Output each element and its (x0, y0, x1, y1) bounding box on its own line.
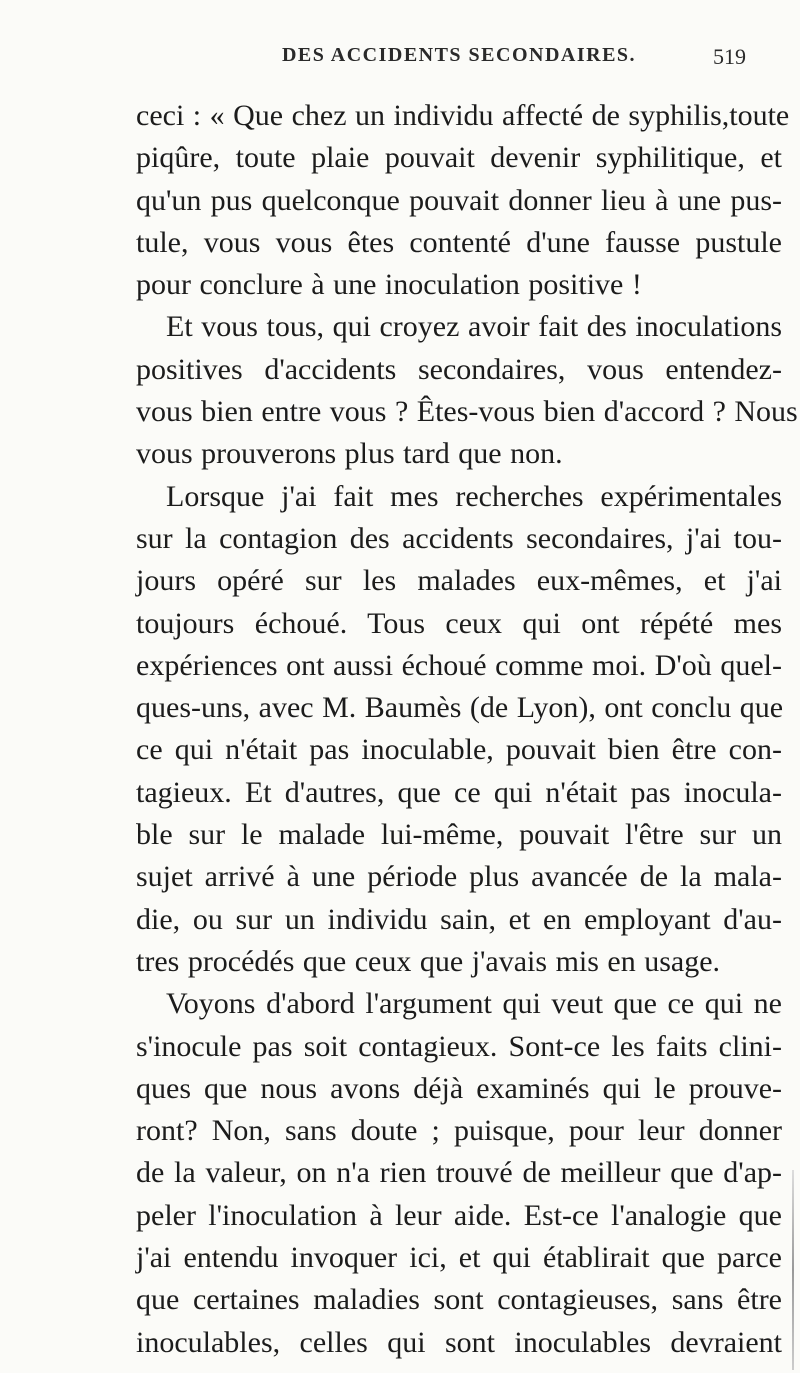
text-line: Lorsque j'ai fait mes recherches expérimentales (166, 479, 782, 513)
text-line: Et vous tous, qui croyez avoir fait des inoculations (166, 310, 782, 344)
text-line: vous prouverons plus tard que non. (136, 437, 563, 471)
text-line: de la valeur, on n'a rien trouvé de meilleur que d'ap- (136, 1156, 782, 1190)
text-line: ront? Non, sans doute ; puisque, pour leur donner (136, 1114, 782, 1148)
text-line: sujet arrivé à une période plus avancée de la mala- (136, 860, 782, 894)
text-line: ques que nous avons déjà examinés qui le prouve- (136, 1071, 782, 1105)
text-line: ques-uns, avec M. Baumès (de Lyon), ont conclu que (136, 691, 784, 725)
page-number: 519 (713, 44, 746, 69)
text-line: expériences ont aussi échoué comme moi. D'où quel- (136, 648, 782, 682)
page-edge-mark (792, 1170, 794, 1370)
text-line: positives d'accidents secondaires, vous entendez- (136, 352, 782, 386)
text-line: s'inocule pas soit contagieux. Sont-ce les faits clini- (136, 1029, 782, 1063)
text-line: vous bien entre vous ? Êtes-vous bien d'accord ? Nous (136, 395, 798, 429)
text-line: inoculables, celles qui sont inoculables devraient (136, 1325, 782, 1359)
text-line: toujours échoué. Tous ceux qui ont répété mes (136, 606, 782, 640)
text-line: ce qui n'était pas inoculable, pouvait bien être con- (136, 733, 782, 767)
text-line: tule, vous vous êtes contenté d'une fausse pustule (136, 225, 782, 259)
text-line: jours opéré sur les malades eux-mêmes, et j'ai (136, 564, 782, 598)
text-line: que certaines maladies sont contagieuses, sans être (136, 1283, 782, 1317)
text-line: pour conclure à une inoculation positive ! (136, 268, 642, 302)
text-line: ble sur le malade lui-même, pouvait l'être sur un (136, 818, 782, 852)
page-header (136, 44, 782, 74)
text-line: ceci : « Que chez un individu affecté de syphilis,toute (136, 99, 790, 132)
text-line: peler l'inoculation à leur aide. Est-ce l'analogie que (136, 1198, 782, 1232)
text-line: tagieux. Et d'autres, que ce qui n'était pas inocula- (136, 775, 782, 809)
running-head: DES ACCIDENTS SECONDAIRES. (281, 44, 637, 66)
text-line: piqûre, toute plaie pouvait devenir syphilitique, et (136, 141, 782, 175)
text-line: die, ou sur un individu sain, et en employant d'au- (136, 902, 782, 936)
text-line: qu'un pus quelconque pouvait donner lieu à une pus- (136, 183, 782, 217)
text-line: j'ai entendu invoquer ici, et qui établirait que parce (136, 1241, 782, 1275)
text-line: sur la contagion des accidents secondaires, j'ai tou- (136, 521, 782, 555)
body-text (136, 95, 798, 1364)
text-line: tres procédés que ceux que j'avais mis en usage. (136, 944, 721, 978)
text-line: Voyons d'abord l'argument qui veut que ce qui ne (166, 987, 782, 1021)
